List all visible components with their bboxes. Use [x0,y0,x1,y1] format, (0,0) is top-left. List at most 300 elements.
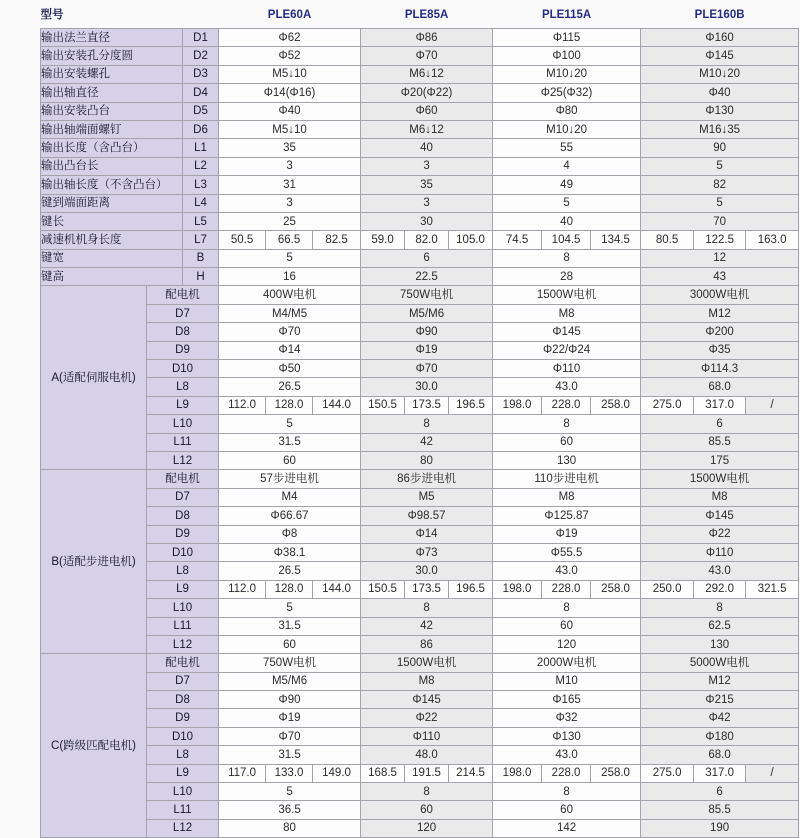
value-cell: 110步进电机 [493,470,641,488]
value-cell: 26.5 [219,562,361,580]
dimension-row [41,268,799,286]
dimension-label: 输出法兰直径 [41,29,183,47]
value-cell: 35 [361,176,493,194]
section-row-code: D7 [147,304,219,322]
value-cell: 3 [361,194,493,212]
value-cell: 2000W电机 [493,654,641,672]
value-subcell: 228.0 [542,396,591,414]
section-row [41,562,799,580]
value-cell: 30 [361,212,493,230]
dimension-row [41,139,799,157]
value-cell: 86 [361,635,493,653]
value-cell: 85.5 [641,433,799,451]
value-cell: Φ66.67 [219,507,361,525]
value-cell: 26.5 [219,378,361,396]
value-cell: Φ215 [641,691,799,709]
value-cell: 8 [493,783,641,801]
value-subcell: 163.0 [746,231,799,249]
value-subcell: 74.5 [493,231,542,249]
dimension-label: 键宽 [41,249,183,267]
value-cell: Φ38.1 [219,543,361,561]
value-cell: 43.0 [641,562,799,580]
value-cell: 28 [493,268,641,286]
value-subcell: 196.5 [449,396,493,414]
value-cell: 22.5 [361,268,493,286]
value-cell: 8 [493,415,641,433]
dimension-row [41,231,799,249]
section-row-code: D8 [147,691,219,709]
dimension-label: 减速机机身长度 [41,231,183,249]
value-subcell: / [746,764,799,782]
value-subcell: 196.5 [449,580,493,598]
value-subcell: 150.5 [361,396,405,414]
section-row-code: L10 [147,783,219,801]
value-subcell: 117.0 [219,764,266,782]
dimension-code: L2 [183,157,219,175]
value-cell: Φ70 [361,47,493,65]
value-subcell: 66.5 [266,231,313,249]
section-row [41,654,799,672]
value-cell: 8 [361,415,493,433]
value-cell: 3 [219,194,361,212]
value-subcell: 50.5 [219,231,266,249]
value-subcell: 82.0 [405,231,449,249]
section-row-code: D7 [147,488,219,506]
value-cell: 42 [361,617,493,635]
dimension-label: 输出长度（含凸台） [41,139,183,157]
value-cell: 1500W电机 [361,654,493,672]
section-row [41,543,799,561]
section-row [41,599,799,617]
model-column-header: PLE60A [219,2,361,29]
dimension-label: 输出轴直径 [41,84,183,102]
value-cell: Φ70 [219,727,361,745]
dimension-row [41,84,799,102]
value-cell: Φ125.87 [493,507,641,525]
section-row-code: L10 [147,599,219,617]
value-cell: Φ130 [493,727,641,745]
dimension-code: D2 [183,47,219,65]
section-row-code: L12 [147,451,219,469]
section-row [41,727,799,745]
value-cell: 30.0 [361,378,493,396]
value-cell: 25 [219,212,361,230]
section-row-code: D9 [147,341,219,359]
dimension-code: H [183,268,219,286]
value-cell: Φ32 [493,709,641,727]
value-cell: 60 [219,451,361,469]
value-subcell: 214.5 [449,764,493,782]
value-cell: M6↓12 [361,120,493,138]
value-cell: Φ70 [361,360,493,378]
section-row [41,304,799,322]
value-cell: 42 [361,433,493,451]
value-cell: 5 [219,783,361,801]
dimension-row [41,194,799,212]
section-row [41,378,799,396]
value-cell: Φ90 [361,323,493,341]
dimension-code: L4 [183,194,219,212]
section-row-code: L9 [147,764,219,782]
value-cell: 6 [641,415,799,433]
value-subcell: 112.0 [219,580,266,598]
section-row-code: L8 [147,378,219,396]
section-row-code: 配电机 [147,470,219,488]
dimension-code: L3 [183,176,219,194]
value-cell: 130 [493,451,641,469]
value-cell: 400W电机 [219,286,361,304]
value-cell: Φ110 [361,727,493,745]
section-row-code: 配电机 [147,654,219,672]
value-cell: Φ180 [641,727,799,745]
value-cell: 43.0 [493,746,641,764]
value-subcell: 198.0 [493,764,542,782]
value-cell: Φ90 [219,691,361,709]
value-subcell: 134.5 [591,231,641,249]
value-subcell: 144.0 [313,580,361,598]
value-subcell: 82.5 [313,231,361,249]
value-subcell: / [746,396,799,414]
section-row [41,672,799,690]
table-body [41,29,799,838]
value-cell: Φ62 [219,29,361,47]
section-row [41,488,799,506]
model-column-header: PLE85A [361,2,493,29]
value-cell: 36.5 [219,801,361,819]
value-subcell: 292.0 [694,580,746,598]
value-cell: 86步进电机 [361,470,493,488]
value-subcell: 317.0 [694,396,746,414]
value-cell: M8 [493,304,641,322]
value-cell: 90 [641,139,799,157]
value-cell: Φ42 [641,709,799,727]
value-cell: M6↓12 [361,65,493,83]
value-cell: 48.0 [361,746,493,764]
value-cell: 120 [361,819,493,837]
section-row [41,396,799,414]
value-cell: 30.0 [361,562,493,580]
value-cell: Φ40 [219,102,361,120]
section-row [41,580,799,598]
value-cell: Φ25(Φ32) [493,84,641,102]
value-cell: 3 [361,157,493,175]
value-cell: 31 [219,176,361,194]
value-cell: Φ14 [361,525,493,543]
dimension-code: L5 [183,212,219,230]
value-subcell: 198.0 [493,580,542,598]
section-row [41,764,799,782]
value-subcell: 258.0 [591,580,641,598]
value-cell: Φ40 [641,84,799,102]
section-row-code: L11 [147,433,219,451]
value-cell: Φ19 [219,709,361,727]
value-cell: Φ115 [493,29,641,47]
value-cell: 57步进电机 [219,470,361,488]
value-cell: 60 [361,801,493,819]
value-cell: Φ110 [641,543,799,561]
dimension-label: 输出轴端面螺钉 [41,120,183,138]
section-row [41,635,799,653]
section-row [41,341,799,359]
value-cell: Φ52 [219,47,361,65]
section-row-code: D8 [147,323,219,341]
value-cell: Φ14 [219,341,361,359]
value-cell: M10↓20 [641,65,799,83]
value-subcell: 144.0 [313,396,361,414]
value-cell: M10↓20 [493,65,641,83]
value-cell: 1500W电机 [641,470,799,488]
section-row [41,323,799,341]
value-cell: M5↓10 [219,120,361,138]
value-cell: Φ98.57 [361,507,493,525]
value-subcell: 80.5 [641,231,694,249]
value-cell: 8 [493,249,641,267]
value-cell: Φ55.5 [493,543,641,561]
value-subcell: 150.5 [361,580,405,598]
section-row [41,691,799,709]
section-row [41,286,799,304]
value-subcell: 173.5 [405,580,449,598]
value-cell: 175 [641,451,799,469]
value-subcell: 59.0 [361,231,405,249]
section-row [41,746,799,764]
value-cell: M5/M6 [361,304,493,322]
value-cell: 85.5 [641,801,799,819]
dimension-code: D6 [183,120,219,138]
table-corner-label: 型号 [41,2,219,29]
section-label: B(适配步进电机) [41,470,147,654]
value-cell: Φ14(Φ16) [219,84,361,102]
section-row-code: D10 [147,360,219,378]
dimension-code: D5 [183,102,219,120]
section-row-code: 配电机 [147,286,219,304]
model-column-header: PLE115A [493,2,641,29]
value-cell: M5 [361,488,493,506]
section-row-code: D9 [147,525,219,543]
dimension-code: L7 [183,231,219,249]
value-cell: 6 [361,249,493,267]
section-row-code: L11 [147,617,219,635]
value-cell: 5 [641,157,799,175]
dimension-row [41,176,799,194]
value-cell: Φ19 [361,341,493,359]
dimension-code: B [183,249,219,267]
value-cell: M10↓20 [493,120,641,138]
dimension-label: 输出凸台长 [41,157,183,175]
value-cell: Φ200 [641,323,799,341]
value-cell: 43.0 [493,562,641,580]
value-subcell: 105.0 [449,231,493,249]
value-cell: 43 [641,268,799,286]
value-subcell: 250.0 [641,580,694,598]
value-subcell: 258.0 [591,396,641,414]
value-cell: 31.5 [219,746,361,764]
value-cell: Φ70 [219,323,361,341]
value-cell: 60 [493,617,641,635]
value-cell: 120 [493,635,641,653]
table-header [41,2,799,29]
value-cell: Φ80 [493,102,641,120]
dimension-row [41,212,799,230]
value-cell: 5000W电机 [641,654,799,672]
value-cell: 8 [361,599,493,617]
section-row [41,525,799,543]
value-cell: 5 [219,415,361,433]
section-row-code: L9 [147,396,219,414]
value-cell: 750W电机 [361,286,493,304]
value-subcell: 321.5 [746,580,799,598]
value-cell: 8 [493,599,641,617]
value-cell: 142 [493,819,641,837]
gearbox-spec-table [40,2,799,838]
value-cell: Φ145 [641,507,799,525]
value-subcell: 122.5 [694,231,746,249]
value-subcell: 228.0 [542,764,591,782]
value-cell: 190 [641,819,799,837]
value-subcell: 168.5 [361,764,405,782]
section-row [41,507,799,525]
value-cell: 750W电机 [219,654,361,672]
value-subcell: 173.5 [405,396,449,414]
dimension-code: D1 [183,29,219,47]
value-cell: 130 [641,635,799,653]
value-subcell: 228.0 [542,580,591,598]
section-row-code: D8 [147,507,219,525]
dimension-label: 输出安装孔分度圆 [41,47,183,65]
section-row-code: L11 [147,801,219,819]
section-row [41,415,799,433]
section-row [41,360,799,378]
value-cell: 80 [219,819,361,837]
value-cell: 60 [493,801,641,819]
section-row-code: L9 [147,580,219,598]
value-cell: 5 [219,249,361,267]
value-cell: Φ100 [493,47,641,65]
value-cell: M10 [493,672,641,690]
dimension-row [41,47,799,65]
dimension-label: 输出安装凸台 [41,102,183,120]
value-cell: 40 [493,212,641,230]
dimension-row [41,120,799,138]
dimension-row [41,249,799,267]
model-column-header: PLE160B [641,2,799,29]
section-row [41,433,799,451]
value-cell: M8 [493,488,641,506]
value-subcell: 112.0 [219,396,266,414]
value-cell: M4/M5 [219,304,361,322]
section-row-code: D9 [147,709,219,727]
value-cell: M8 [641,488,799,506]
value-cell: 70 [641,212,799,230]
value-cell: Φ160 [641,29,799,47]
value-cell: 68.0 [641,746,799,764]
section-row-code: D7 [147,672,219,690]
value-cell: Φ50 [219,360,361,378]
value-cell: 31.5 [219,433,361,451]
dimension-label: 键高 [41,268,183,286]
value-cell: M4 [219,488,361,506]
section-row-code: L8 [147,562,219,580]
value-cell: Φ110 [493,360,641,378]
section-row [41,801,799,819]
value-cell: 40 [361,139,493,157]
dimension-row [41,65,799,83]
value-cell: M5/M6 [219,672,361,690]
value-cell: 5 [219,599,361,617]
value-cell: 55 [493,139,641,157]
value-cell: 3 [219,157,361,175]
value-cell: 60 [493,433,641,451]
value-cell: Φ145 [361,691,493,709]
dimension-code: D3 [183,65,219,83]
value-subcell: 198.0 [493,396,542,414]
value-cell: Φ86 [361,29,493,47]
dimension-label: 键长 [41,212,183,230]
section-row-code: L10 [147,415,219,433]
value-cell: 5 [641,194,799,212]
section-row [41,451,799,469]
section-label: A(适配伺服电机) [41,286,147,470]
section-row [41,783,799,801]
value-subcell: 191.5 [405,764,449,782]
value-cell: Φ73 [361,543,493,561]
value-cell: Φ60 [361,102,493,120]
value-cell: 8 [641,599,799,617]
value-cell: 62.5 [641,617,799,635]
section-row-code: L8 [147,746,219,764]
value-cell: M8 [361,672,493,690]
value-cell: Φ22 [641,525,799,543]
value-cell: Φ114.3 [641,360,799,378]
dimension-row [41,29,799,47]
value-cell: Φ130 [641,102,799,120]
value-cell: Φ145 [641,47,799,65]
value-subcell: 275.0 [641,764,694,782]
value-cell: 35 [219,139,361,157]
dimension-label: 键到端面距离 [41,194,183,212]
dimension-label: 输出轴长度（不含凸台） [41,176,183,194]
value-cell: 4 [493,157,641,175]
value-cell: 49 [493,176,641,194]
dimension-row [41,157,799,175]
value-cell: 12 [641,249,799,267]
section-label: C(跨级匹配电机) [41,654,147,838]
value-subcell: 133.0 [266,764,313,782]
section-row [41,617,799,635]
value-subcell: 149.0 [313,764,361,782]
value-cell: 5 [493,194,641,212]
value-cell: Φ22/Φ24 [493,341,641,359]
value-cell: Φ19 [493,525,641,543]
value-cell: 60 [219,635,361,653]
value-cell: 43.0 [493,378,641,396]
value-cell: M5↓10 [219,65,361,83]
value-cell: 1500W电机 [493,286,641,304]
value-cell: 68.0 [641,378,799,396]
value-cell: Φ165 [493,691,641,709]
dimension-code: D4 [183,84,219,102]
value-cell: 8 [361,783,493,801]
value-subcell: 258.0 [591,764,641,782]
value-subcell: 275.0 [641,396,694,414]
section-row [41,709,799,727]
section-row [41,470,799,488]
dimension-label: 输出安装螺孔 [41,65,183,83]
value-cell: 80 [361,451,493,469]
value-cell: Φ20(Φ22) [361,84,493,102]
section-row-code: D10 [147,727,219,745]
value-subcell: 317.0 [694,764,746,782]
